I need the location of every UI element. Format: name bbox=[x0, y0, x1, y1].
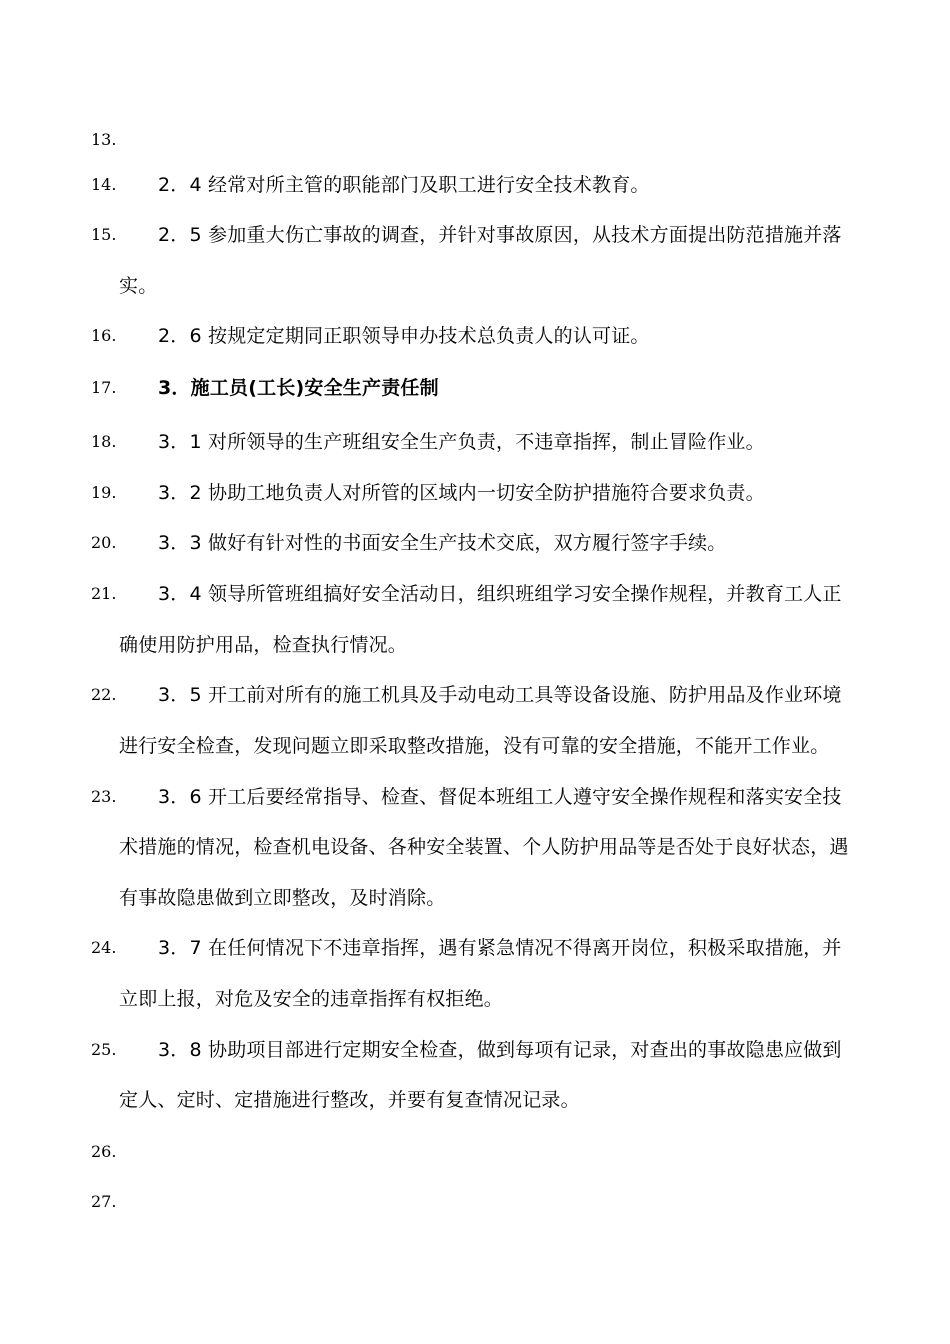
line-text-continuation: 有事故隐患做到立即整改，及时消除。 bbox=[119, 887, 446, 909]
line-number: 16. bbox=[91, 326, 117, 345]
line-text: 2．4 经常对所主管的职能部门及职工进行安全技术教育。 bbox=[158, 174, 650, 196]
document-line bbox=[0, 1137, 950, 1167]
document-line-continuation bbox=[0, 630, 950, 660]
line-number: 21. bbox=[91, 584, 117, 603]
document-line bbox=[0, 125, 950, 155]
document-line bbox=[0, 782, 950, 812]
document-line bbox=[0, 1187, 950, 1217]
line-text: 3．6 开工后要经常指导、检查、督促本班组工人遵守安全操作规程和落实安全技 bbox=[158, 786, 842, 808]
line-text-continuation: 进行安全检查，发现问题立即采取整改措施，没有可靠的安全措施，不能开工作业。 bbox=[119, 735, 830, 757]
line-text-continuation: 定人、定时、定措施进行整改，并要有复查情况记录。 bbox=[119, 1089, 580, 1111]
document-line bbox=[0, 220, 950, 250]
line-number: 26. bbox=[91, 1142, 117, 1161]
document-line-continuation bbox=[0, 832, 950, 862]
line-number: 22. bbox=[91, 685, 117, 704]
line-text-continuation: 立即上报，对危及安全的违章指挥有权拒绝。 bbox=[119, 988, 504, 1010]
line-number: 27. bbox=[91, 1192, 117, 1211]
line-text: 3．3 做好有针对性的书面安全生产技术交底，双方履行签字手续。 bbox=[158, 532, 727, 554]
line-text: 3．8 协助项目部进行定期安全检查，做到每项有记录，对查出的事故隐患应做到 bbox=[158, 1039, 842, 1061]
document-line bbox=[0, 680, 950, 710]
line-number: 25. bbox=[91, 1040, 117, 1059]
line-number: 13. bbox=[91, 130, 117, 149]
line-number: 19. bbox=[91, 483, 117, 502]
line-text: 3．4 领导所管班组搞好安全活动日，组织班组学习安全操作规程，并教育工人正 bbox=[158, 583, 842, 605]
line-text: 3．5 开工前对所有的施工机具及手动电动工具等设备设施、防护用品及作业环境 bbox=[158, 684, 842, 706]
line-text: 3．1 对所领导的生产班组安全生产负责，不违章指挥，制止冒险作业。 bbox=[158, 431, 765, 453]
document-line-continuation bbox=[0, 883, 950, 913]
line-text: 3．7 在任何情况下不违章指挥，遇有紧急情况不得离开岗位，积极采取措施，并 bbox=[158, 937, 842, 959]
line-text: 2．5 参加重大伤亡事故的调查，并针对事故原因，从技术方面提出防范措施并落 bbox=[158, 224, 842, 246]
line-text: 2．6 按规定定期同正职领导申办技术总负责人的认可证。 bbox=[158, 325, 650, 347]
line-text-continuation: 实。 bbox=[119, 275, 158, 297]
line-number: 18. bbox=[91, 432, 117, 451]
document-line-continuation bbox=[0, 1085, 950, 1115]
document-line-continuation bbox=[0, 731, 950, 761]
document-line bbox=[0, 478, 950, 508]
document-line-continuation bbox=[0, 984, 950, 1014]
line-text-continuation: 确使用防护用品，检查执行情况。 bbox=[119, 634, 408, 656]
line-number: 14. bbox=[91, 175, 117, 194]
line-number: 15. bbox=[91, 225, 117, 244]
document-line bbox=[0, 373, 950, 403]
line-number: 20. bbox=[91, 533, 117, 552]
document-line-continuation bbox=[0, 271, 950, 301]
document-line bbox=[0, 933, 950, 963]
line-text: 3．2 协助工地负责人对所管的区域内一切安全防护措施符合要求负责。 bbox=[158, 482, 765, 504]
line-number: 24. bbox=[91, 938, 117, 957]
section-heading: 3．施工员(工长)安全生产责任制 bbox=[158, 377, 439, 399]
line-number: 23. bbox=[91, 787, 117, 806]
line-number: 17. bbox=[91, 378, 117, 397]
document-line bbox=[0, 427, 950, 457]
line-text-continuation: 术措施的情况，检查机电设备、各种安全装置、个人防护用品等是否处于良好状态，遇 bbox=[119, 836, 849, 858]
document-line bbox=[0, 1035, 950, 1065]
document-line bbox=[0, 170, 950, 200]
document-line bbox=[0, 528, 950, 558]
document-line bbox=[0, 579, 950, 609]
document-line bbox=[0, 321, 950, 351]
